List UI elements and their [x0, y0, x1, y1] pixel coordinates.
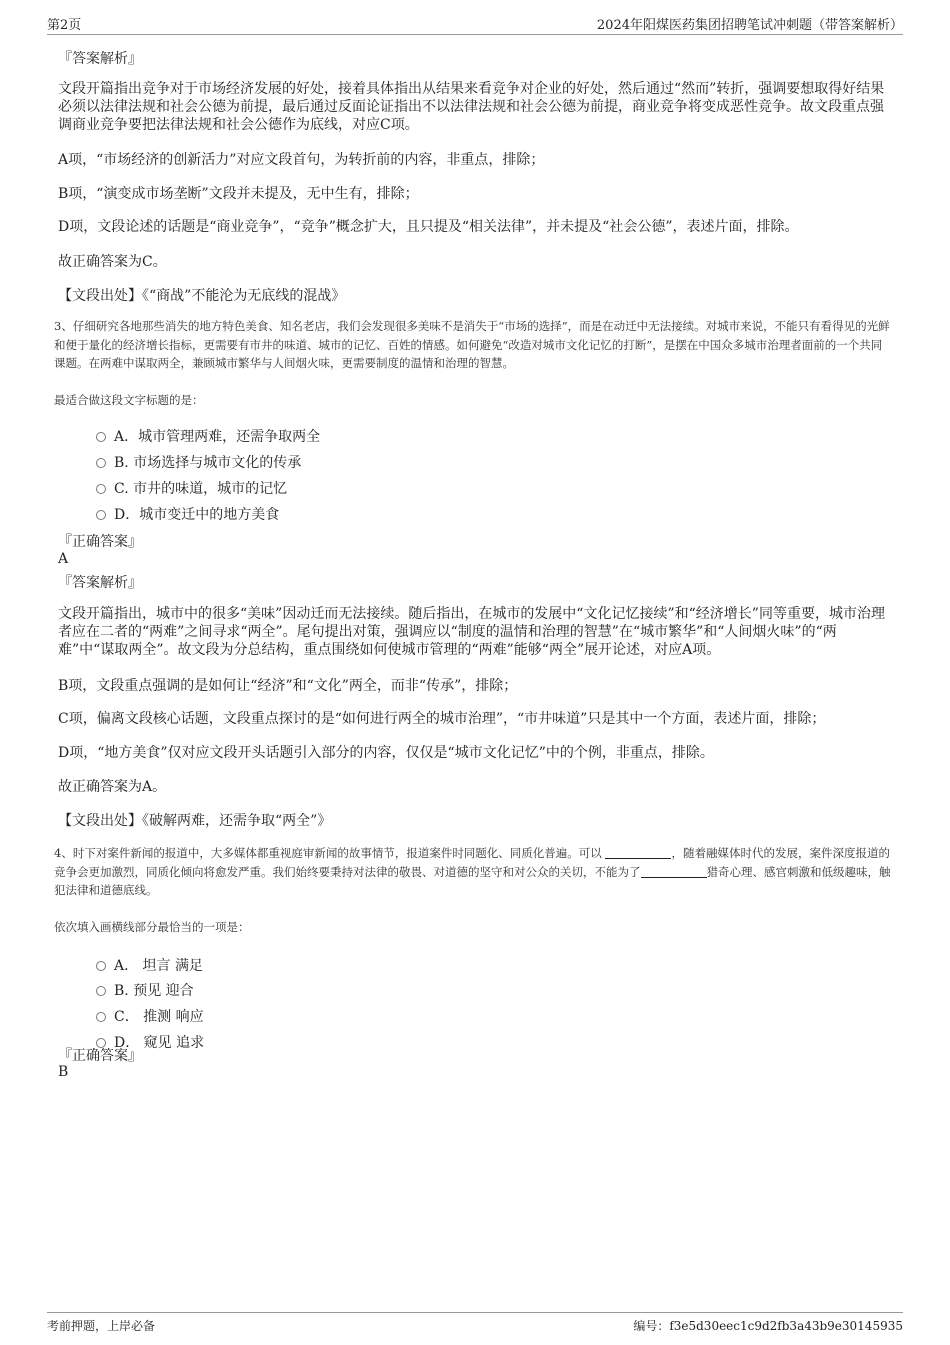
radio-icon[interactable]	[96, 510, 106, 520]
analysis-option-b: B项，文段重点强调的是如何让“经济”和“文化”两全，而非“传承”，排除；	[58, 678, 518, 694]
question-3-stem: 3、仔细研究各地那些消失的地方特色美食、知名老店，我们会发现很多美味不是消失于“市场的选择”，而是在动迁中无法接续。对城市来说，不能只有看得见的光鲜和便于量化的经济增长指标，更需要有市井的味道、城市的记忆、百姓的情感。如何避免“改造对城市文化记忆的打断”，是摆在中国众多城市治理者面前的一个共同课题。在两难中谋取两全，兼顾城市繁华与人间烟火味，更需要制度的温情和治理的智慧。	[54, 319, 890, 370]
analysis-heading: 『答案解析』	[58, 51, 142, 67]
page-footer	[47, 1312, 903, 1333]
option-a[interactable]: A． 坦言 满足	[96, 955, 203, 975]
footer-slogan: 考前押题，上岸必备	[47, 1319, 156, 1333]
analysis-option-d: D项，文段论述的话题是“商业竞争”，“竞争”概念扩大，且只提及“相关法律”，并未提及“社会公德”，表述片面，排除。	[58, 219, 799, 235]
correct-answer-heading: 『正确答案』	[58, 534, 142, 550]
question-3-prompt: 最适合做这段文字标题的是：	[54, 393, 204, 407]
fill-blank-2	[641, 865, 707, 878]
radio-icon[interactable]	[96, 432, 106, 442]
radio-icon[interactable]	[96, 458, 106, 468]
option-c[interactable]: C. 市井的味道，城市的记忆	[96, 478, 287, 498]
source-citation: 【文段出处】《“商战”不能沦为无底线的混战》	[58, 288, 346, 304]
radio-icon[interactable]	[96, 1012, 106, 1022]
correct-answer-heading: 『正确答案』	[58, 1048, 142, 1064]
page-number: 第2页	[47, 18, 82, 33]
option-b[interactable]: B. 预见 迎合	[96, 980, 194, 1000]
fill-blank-1	[605, 846, 671, 859]
analysis-conclusion: 故正确答案为C。	[58, 254, 167, 270]
option-b[interactable]: B. 市场选择与城市文化的传承	[96, 452, 301, 472]
question-4-stem: 4、时下对案件新闻的报道中，大多媒体都重视庭审新闻的故事情节，报道案件时同题化、同质化普遍。可以 ，随着融媒体时代的发展，案件深度报道的竞争会更加激烈，同质化倾向将愈发严重。我们始终要秉持对法律的敬畏、对道德的坚守和对公众的关切，不能为了 猎奇心理、感官刺激和低级趣味，触犯法律和道德底线。	[54, 846, 891, 897]
document-id: 编号：f3e5d30eec1c9d2fb3a43b9e30145935	[633, 1319, 903, 1333]
radio-icon[interactable]	[96, 961, 106, 971]
analysis-option-d: D项，“地方美食”仅对应文段开头话题引入部分的内容，仅仅是“城市文化记忆”中的个例，非重点，排除。	[58, 745, 714, 761]
radio-icon[interactable]	[96, 986, 106, 996]
option-c[interactable]: C． 推测 响应	[96, 1006, 204, 1026]
correct-answer: A	[58, 551, 69, 567]
option-a[interactable]: A．城市管理两难，还需争取两全	[96, 426, 320, 446]
analysis-conclusion: 故正确答案为A。	[58, 779, 167, 795]
analysis-paragraph: 文段开篇指出竞争对于市场经济发展的好处，接着具体指出从结果来看竞争对企业的好处，然后通过“然而”转折，强调要想取得好结果必须以法律法规和社会公德为前提，最后通过反面论证指出不以法律法规和社会公德为前提，商业竞争将变成恶性竞争。故文段重点强调商业竞争要把法律法规和社会公德作为底线，对应C项。	[58, 81, 885, 133]
question-4-prompt: 依次填入画横线部分最恰当的一项是：	[54, 920, 250, 934]
analysis-heading: 『答案解析』	[58, 575, 142, 591]
option-d[interactable]: D．城市变迁中的地方美食	[96, 504, 279, 524]
analysis-option-c: C项，偏离文段核心话题，文段重点探讨的是“如何进行两全的城市治理”，“市井味道”只是其中一个方面，表述片面，排除；	[58, 711, 826, 727]
page-header	[47, 14, 903, 35]
analysis-option-b: B项，“演变成市场垄断”文段并未提及，无中生有，排除；	[58, 186, 419, 202]
analysis-option-a: A项，“市场经济的创新活力”对应文段首句，为转折前的内容，非重点，排除；	[58, 152, 545, 168]
option-d[interactable]: D． 窥见 追求	[96, 1032, 204, 1052]
source-citation: 【文段出处】《破解两难，还需争取“两全”》	[58, 813, 332, 829]
radio-icon[interactable]	[96, 484, 106, 494]
document-title: 2024年阳煤医药集团招聘笔试冲刺题（带答案解析）	[596, 18, 903, 33]
correct-answer: B	[58, 1064, 69, 1080]
analysis-paragraph: 文段开篇指出，城市中的很多“美味”因动迁而无法接续。随后指出，在城市的发展中“文化记忆接续”和“经济增长”同等重要，城市治理者应在二者的“两难”之间寻求“两全”。尾句提出对策，强调应以“制度的温情和治理的智慧”在“城市繁华”和“人间烟火味”的“两难”中“谋取两全”。故文段为分总结构，重点围绕如何使城市管理的“两难”能够“两全”展开论述，对应A项。	[58, 606, 885, 658]
